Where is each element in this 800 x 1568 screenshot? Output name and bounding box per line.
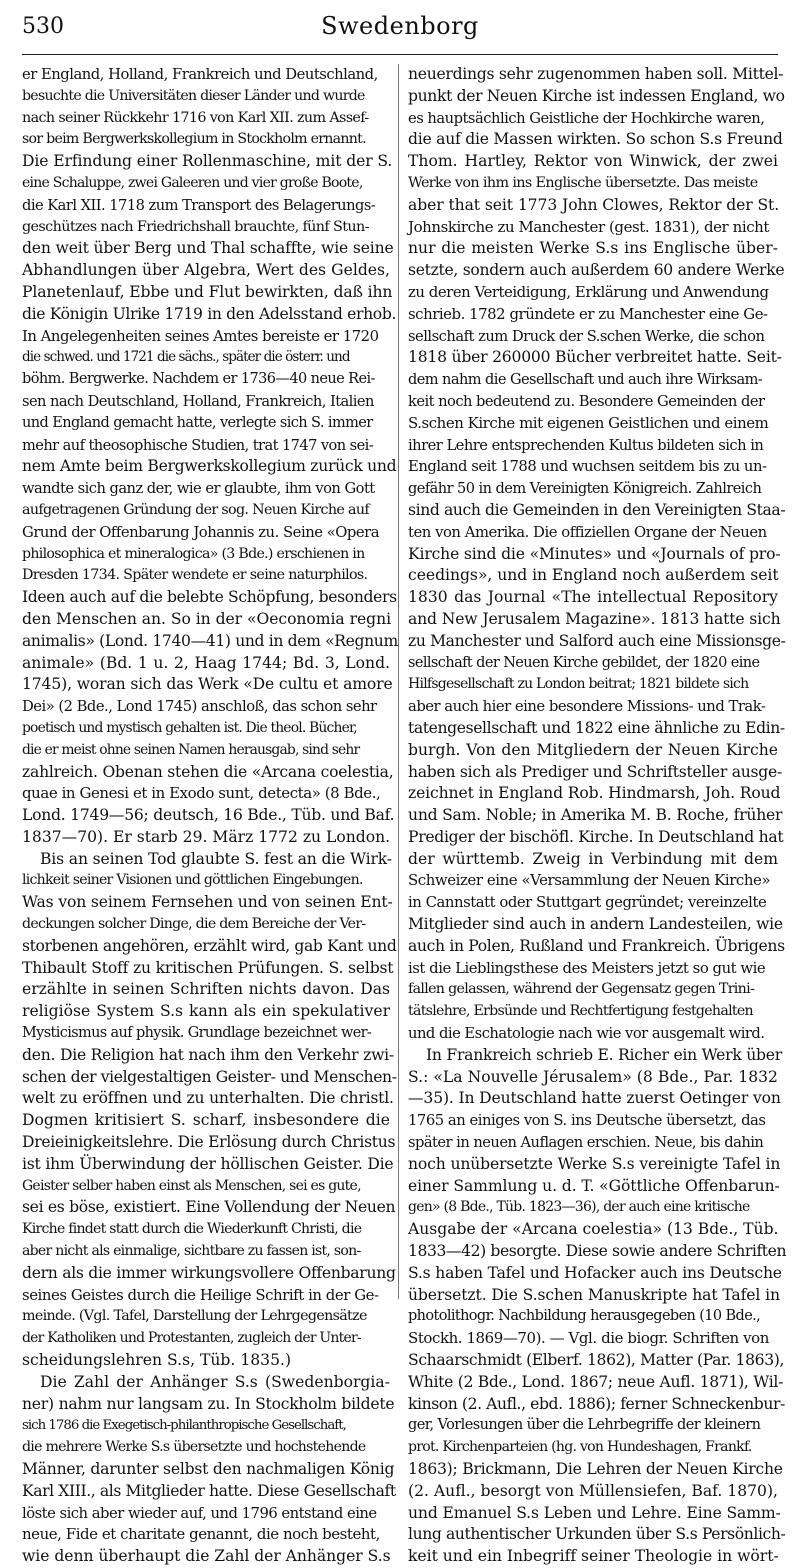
text-line: setzte, sondern auch außerdem 60 andere Werke (408, 261, 785, 280)
text-line: der Katholiken und Protestanten, zugleich der Unter- (22, 1330, 361, 1347)
text-line: zu deren Verteidigung, Erklärung und Anwendung (408, 282, 769, 301)
text-line: sellschaft zum Druck der S.schen Werke, die schon (408, 327, 765, 345)
text-line: aber nicht als einmalige, sichtbare zu fassen ist, son- (22, 1243, 361, 1260)
text-line: schrieb. 1782 gründete er zu Manchester eine Ge- (408, 304, 768, 323)
text-line: die er meist ohne seinen Namen herausgab, sind sehr (22, 741, 360, 758)
text-line: Schaarschmidt (Elberf. 1862), Matter (Par. 1863), (408, 1351, 785, 1370)
text-line: ihrer Lehre entsprechenden Kultus bildeten sich in (408, 436, 764, 454)
text-line: scheidungslehren S.s, Tüb. 1835.) (22, 1351, 292, 1370)
text-line: zeichnet in England Rob. Hindmarsh, Joh. Roud (408, 784, 781, 803)
text-line: Ideen auch auf die belebte Schöpfung, besonders (22, 588, 397, 607)
text-line: fallen gelassen, während der Gegensatz gegen Trini- (408, 981, 755, 998)
text-line: ten von Amerika. Die offiziellen Organe der Neuen (408, 523, 767, 541)
text-line: Thibault Stoff zu kritischen Prüfungen. S. selbst (22, 958, 394, 977)
text-line: S.schen Kirche mit eigenen Geistlichen und einem (408, 413, 769, 432)
text-line: noch unübersetzte Werke S.s vereinigte Tafel in (408, 1154, 781, 1173)
text-line: 1818 über 260000 Bücher verbreitet hatte. Seit- (408, 348, 782, 367)
text-line: sellschaft der Neuen Kirche gebildet, der 1820 eine (408, 654, 760, 671)
text-line: ist die Lieblingsthese des Meisters jetzt so gut wie (408, 959, 766, 977)
text-line: ceedings», und in England noch außerdem seit (408, 566, 779, 585)
text-line: poetisch und mystisch gehalten ist. Die theol. Bücher, (22, 719, 357, 736)
text-line: 1833—42) besorgte. Diese sowie andere Schriften (408, 1242, 787, 1261)
text-line: burgh. Von den Mitgliedern der Neuen Kirche (408, 740, 778, 759)
text-line: Karl XIII., als Mitglieder hatte. Diese Gesellschaft (22, 1481, 396, 1500)
text-line: wandte sich ganz der, wie er glaubte, ihm von Gott (22, 480, 375, 498)
text-line: S.s haben Tafel und Hofacker auch ins Deutsche (408, 1263, 782, 1282)
text-line: 1830 das Journal «The intellectual Repository (408, 588, 778, 607)
text-line: punkt der Neuen Kirche ist indessen England, wo (408, 86, 785, 105)
text-line: eine Schaluppe, zwei Galeeren und vier große Boote, (22, 174, 363, 191)
text-line: Dogmen kritisiert S. scharf, insbesondere die (22, 1111, 391, 1130)
text-line: schen der vielgestaltigen Geister- und Menschen- (22, 1067, 397, 1086)
text-line: White (2 Bde., Lond. 1867; neue Aufl. 1871), Wil- (408, 1372, 784, 1391)
text-line: er England, Holland, Frankreich und Deutschland, (22, 66, 378, 83)
text-line: übersetzt. Die S.schen Manuskripte hat Tafel in (408, 1285, 780, 1304)
text-line: lung authentischer Urkunden über S.s Persönlich- (408, 1525, 786, 1544)
text-line: Werke von ihm ins Englische übersetzte. Das meiste (408, 174, 758, 191)
text-line: —35). In Deutschland hatte zuerst Oetinger von (408, 1089, 781, 1108)
text-line: ist ihm Überwindung der höllischen Geister. Die (22, 1154, 394, 1173)
text-line: 1837—70). Er starb 29. März 1772 zu London. (22, 827, 391, 846)
text-line: Dresden 1734. Später wendete er seine naturphilos. (22, 567, 368, 584)
text-line: Johnskirche zu Manchester (gest. 1831), der nicht (408, 217, 769, 236)
text-line: Lond. 1749—56; deutsch, 16 Bde., Tüb. und Baf. (22, 806, 395, 825)
text-line: gen» (8 Bde., Tüb. 1823—36), der auch eine kritische (408, 1199, 750, 1216)
text-line: ger, Vorlesungen über die Lehrbegriffe der kleinern (408, 1417, 761, 1434)
text-line: die auf die Massen wirkten. So schon S.s Freund (408, 130, 783, 149)
text-line: neuerdings sehr zugenommen haben soll. Mittel- (408, 65, 784, 83)
text-line: die schwed. und 1721 die sächs., später die österr. und (22, 349, 350, 366)
text-line: philosophica et mineralogica» (3 Bde.) erschienen in (22, 545, 365, 562)
text-line: zahlreich. Obenan stehen die «Arcana coelestia, (22, 762, 394, 781)
text-line: die Karl XII. 1718 zum Transport des Belagerungs- (22, 196, 376, 214)
text-line: erzählte in seinen Schriften nichts davon. Das (22, 980, 391, 999)
text-line: die mehrere Werke S.s übersetzte und hochstehende (22, 1439, 366, 1456)
text-line: auch in Polen, Rußland und Frankreich. Übrigens (408, 936, 785, 955)
text-line: sor beim Bergwerkskollegium in Stockholm ernannt. (22, 131, 366, 148)
text-line: Die Zahl der Anhänger S.s (Swedenborgia- (40, 1372, 390, 1391)
text-line: Thom. Hartley, Rektor von Winwick, der zwei (408, 152, 779, 171)
text-line: in Cannstatt oder Stuttgart gegründet; vereinzelte (408, 894, 767, 912)
text-line: England seit 1788 und wuchsen seitdem bis zu un- (408, 458, 767, 476)
text-line: lichkeit seiner Visionen und göttlichen Eingebungen. (22, 872, 363, 889)
text-line: aber that seit 1773 John Clowes, Rektor der St. (408, 195, 780, 214)
text-line: den Menschen an. So in der «Oeconomia regni (22, 609, 392, 628)
text-line: welt zu eröffnen und zu unterhalten. Die christl. (22, 1089, 394, 1108)
text-line: Dreieinigkeitslehre. Die Erlösung durch Christus (22, 1133, 396, 1152)
text-line: sei es böse, existiert. Eine Vollendung der Neuen (22, 1198, 396, 1217)
text-line: animalis» (Lond. 1740—41) und in dem «Regnum (22, 631, 398, 650)
text-line: löste sich aber wieder auf, und 1796 entstand eine (22, 1504, 377, 1522)
text-line: tätslehre, Erbsünde und Rechtfertigung festgehalten (408, 1003, 753, 1020)
text-line: Hilfsgesellschaft zu London beitrat; 1821 bildete sich (408, 676, 749, 693)
text-line: animale» (Bd. 1 u. 2, Haag 1744; Bd. 3, Lond. (22, 653, 391, 672)
text-line: Mysticismus auf physik. Grundlage bezeichnet wer- (22, 1025, 372, 1042)
page-number: 530 (22, 14, 64, 39)
text-line: Kirche sind die «Minutes» und «Journals of pro- (408, 544, 781, 563)
text-line: aber auch hier eine besondere Missions- und Trak- (408, 698, 766, 716)
text-line: dern als die immer wirkungsvollere Offenbarung (22, 1263, 396, 1282)
text-line: quae in Genesi et in Exodo sunt, detecta» (8 Bde., (22, 784, 381, 803)
text-line: gefähr 50 in dem Vereinigten Königreich. Zahlreich (408, 480, 762, 498)
text-line: nach seiner Rückkehr 1716 von Karl XII. zum Assef- (22, 109, 369, 126)
text-line: Ausgabe der «Arcana coelestia» (13 Bde., Tüb. (408, 1220, 779, 1239)
text-line: es hauptsächlich Geistliche der Hochkirche waren, (408, 109, 765, 127)
text-line: sen nach Deutschland, Holland, Frankreich, Italien (22, 392, 374, 410)
text-line: aufgetragenen Gründung der sog. Neuen Kirche auf (22, 501, 370, 518)
text-line: einer Sammlung u. d. T. «Göttliche Offenbarun- (408, 1176, 780, 1195)
left-text-column (22, 64, 398, 1566)
text-line: wie denn überhaupt die Zahl der Anhänger S.s (22, 1547, 391, 1566)
text-line: mehr auf theosophische Studien, trat 1747 von sei- (22, 436, 374, 454)
text-line: keit und ein Inbegriff seiner Theologie in wört- (408, 1547, 779, 1566)
text-line: Schweizer eine «Versammlung der Neuen Kirche» (408, 871, 771, 890)
text-line: tatengesellschaft und 1822 eine ähnliche zu Edin- (408, 718, 785, 737)
text-line: 1745), woran sich das Werk «De cultu et amore (22, 675, 393, 694)
text-line: Planetenlauf, Ebbe und Flut bewirkten, daß ihn (22, 282, 393, 301)
text-line: (2. Aufl., besorgt von Müllensiefen, Baf. 1870), (408, 1481, 778, 1500)
text-line: Stockh. 1869—70). — Vgl. die biogr. Schriften von (408, 1329, 769, 1348)
text-line: Dei» (2 Bde., Lond 1745) anschloß, das schon sehr (22, 698, 377, 716)
text-line: und Sam. Noble; in Amerika M. B. Roche, früher (408, 806, 783, 825)
text-line: seines Geistes durch die Heilige Schrift in der Ge- (22, 1285, 379, 1304)
text-line: den. Die Religion hat nach ihm den Verkehr zwi- (22, 1045, 394, 1064)
text-line: und England gemacht hatte, verlegte sich S. immer (22, 414, 373, 431)
text-line: sind auch die Gemeinden in den Vereinigten Staa- (408, 500, 786, 519)
column-divider (398, 64, 399, 1299)
text-line: haben sich als Prediger und Schriftsteller ausge- (408, 762, 782, 781)
text-line: und die Eschatologie nach wie vor ausgemalt wird. (408, 1025, 765, 1043)
text-line: und Emanuel S.s Leben und Lehre. Eine Samm- (408, 1503, 781, 1522)
text-line: meinde. (Vgl. Tafel, Darstellung der Lehrgegensätze (22, 1308, 367, 1325)
text-line: Mitglieder sind auch in andern Landesteilen, wie (408, 915, 783, 934)
text-line: nur die meisten Werke S.s ins Englische über- (408, 239, 778, 258)
right-text-column (408, 64, 787, 1566)
text-line: der württemb. Zweig in Verbindung mit dem (408, 849, 779, 868)
text-line: 1765 an einiges von S. ins Deutsche übersetzt, das (408, 1112, 766, 1130)
text-line: Männer, darunter selbst den nachmaligen König (22, 1460, 395, 1478)
text-line: böhm. Bergwerke. Nachdem er 1736—40 neue Rei- (22, 371, 375, 388)
text-line: Abhandlungen über Algebra, Wert des Geldes, (22, 261, 390, 280)
text-line: kinson (2. Aufl., ebd. 1886); ferner Schneckenbur- (408, 1394, 785, 1413)
text-line: den weit über Berg und Thal schaffte, wie seine (22, 239, 394, 258)
text-line: ner) nahm nur langsam zu. In Stockholm bildete (22, 1394, 395, 1413)
text-line: deckungen solcher Dinge, die dem Bereiche der Ver- (22, 916, 366, 933)
text-line: Bis an seinen Tod glaubte S. fest an die Wirk- (40, 849, 392, 868)
text-line: prot. Kirchenparteien (hg. von Hundeshagen, Frankf. (408, 1439, 752, 1456)
text-line: In Angelegenheiten seines Amtes bereiste er 1720 (22, 327, 379, 345)
text-line: 1863); Brickmann, Die Lehren der Neuen Kirche (408, 1460, 783, 1478)
text-line: die Königin Ulrike 1719 in den Adelsstand erhob. (22, 304, 397, 323)
text-line: In Frankreich schrieb E. Richer ein Werk über (426, 1045, 782, 1064)
text-line: neue, Fide et charitate genannt, die noch besteht, (22, 1525, 380, 1544)
text-line: and New Jerusalem Magazine». 1813 hatte sich (408, 609, 781, 628)
text-line: Geister selber haben einst als Menschen, sei es gute, (22, 1177, 361, 1194)
text-line: später in neuen Auflagen erschien. Neue, bis dahin (408, 1134, 764, 1152)
text-line: religiöse System S.s kann als ein spekulativer (22, 1002, 391, 1021)
text-line: sich 1786 die Exegetisch-philanthropische Gesellschaft, (22, 1418, 346, 1434)
text-line: Grund der Offenbarung Johannis zu. Seine «Opera (22, 523, 380, 541)
text-line: Kirche findet statt durch die Wiederkunft Christi, die (22, 1221, 362, 1238)
text-line: besuchte die Universitäten dieser Länder und wurde (22, 87, 365, 104)
text-line: nem Amte beim Bergwerkskollegium zurück und (22, 457, 397, 476)
text-line: storbenen angehören, erzählt wird, gab Kant und (22, 936, 397, 955)
text-line: zu Manchester und Salford auch eine Missionsge- (408, 631, 786, 650)
text-line: geschützes nach Friedrichshall brauchte, fünf Stun- (22, 218, 369, 235)
text-line: keit noch bedeutend zu. Besondere Gemeinden der (408, 392, 765, 410)
text-line: S.: «La Nouvelle Jérusalem» (8 Bde., Par. 1832 (408, 1067, 778, 1086)
running-title: Swedenborg (321, 12, 479, 40)
text-line: photolithogr. Nachbildung herausgegeben (10 Bde., (408, 1308, 761, 1325)
text-line: Was von seinem Fernsehen und von seinen Ent- (22, 893, 393, 912)
text-line: Prediger der bischöfl. Kirche. In Deutschland hat (408, 827, 784, 846)
text-line: Die Erfindung einer Rollenmaschine, mit der S. (22, 152, 393, 171)
page-header (22, 10, 778, 55)
text-line: dem nahm die Gesellschaft und auch ihre Wirksam- (408, 371, 763, 389)
